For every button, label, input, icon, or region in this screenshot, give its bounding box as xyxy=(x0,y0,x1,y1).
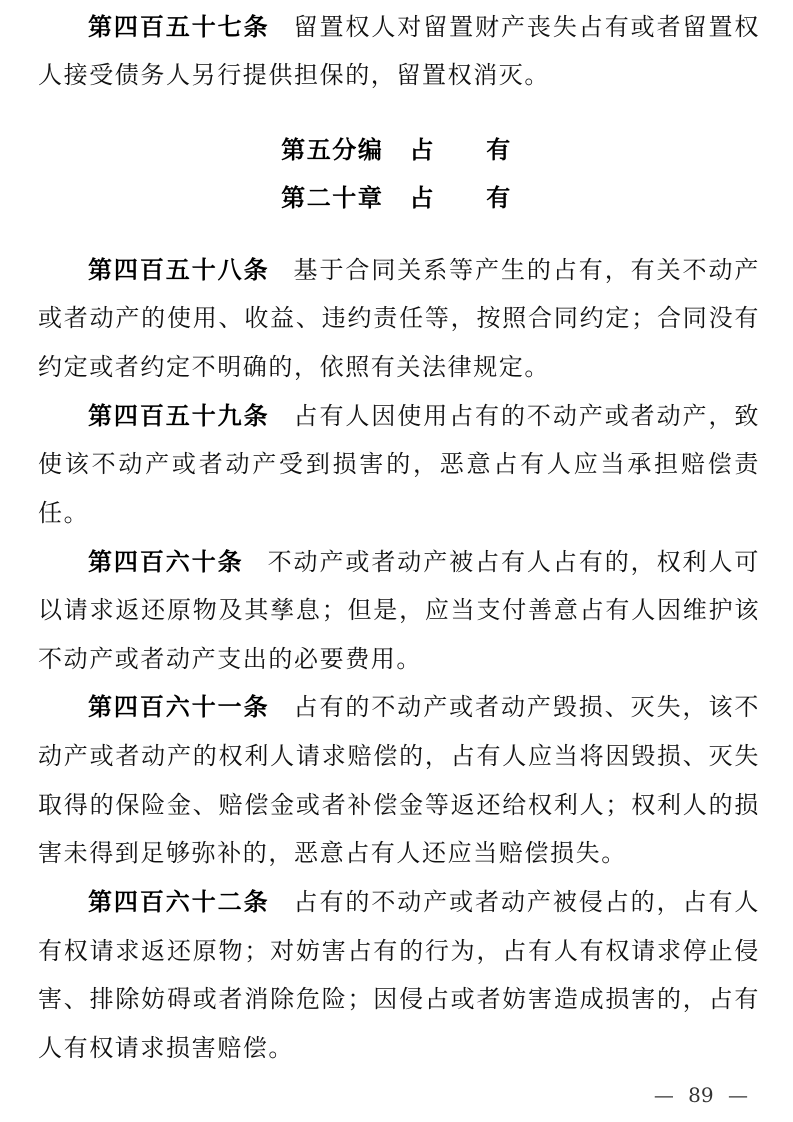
page-number: — 89 — xyxy=(653,1083,748,1107)
division-title: 占 有 xyxy=(409,136,512,164)
article-line xyxy=(38,246,760,295)
chapter-title: 占 有 xyxy=(409,184,512,212)
article-line: 不动产或者动产支出的必要费用。 xyxy=(38,644,422,673)
article-line: 有权请求返还原物；对妨害占有的行为，占有人有权请求停止侵 xyxy=(38,936,760,965)
article-text: 不动产或者动产被占有人占有的，权利人可 xyxy=(267,547,760,576)
article-text: 占有的不动产或者动产毁损、灭失，该不 xyxy=(293,693,760,722)
article-458 xyxy=(38,246,760,392)
article-line: 人有权请求损害赔偿。 xyxy=(38,1033,294,1062)
article-number: 第四百五十七条 xyxy=(88,13,270,41)
article-line xyxy=(38,3,760,51)
article-459 xyxy=(38,392,760,538)
article-457 xyxy=(38,3,760,99)
article-line: 害未得到足够弥补的，恶意占有人还应当赔偿损失。 xyxy=(38,839,627,868)
article-number: 第四百五十八条 xyxy=(88,255,270,284)
article-text: 留置权人对留置财产丧失占有或者留置权 xyxy=(293,13,760,41)
article-461 xyxy=(38,683,760,878)
chapter-label: 第二十章 xyxy=(281,184,384,212)
article-text: 占有的不动产或者动产被侵占的，占有人 xyxy=(293,888,760,917)
article-line xyxy=(38,392,760,441)
article-line: 使该不动产或者动产受到损害的，恶意占有人应当承担赔偿责 xyxy=(38,450,760,479)
article-number: 第四百六十一条 xyxy=(88,693,270,722)
article-line xyxy=(38,878,760,927)
article-line xyxy=(38,683,760,732)
articles-body xyxy=(38,246,760,1073)
article-line: 以请求返还原物及其孳息；但是，应当支付善意占有人因维护该 xyxy=(38,596,760,625)
division-heading xyxy=(0,126,793,174)
section-headings xyxy=(0,126,793,222)
article-number: 第四百五十九条 xyxy=(88,401,270,430)
article-462 xyxy=(38,878,760,1073)
article-line: 任。 xyxy=(38,498,90,527)
article-line xyxy=(38,538,760,587)
article-line: 动产或者动产的权利人请求赔偿的，占有人应当将因毁损、灭失 xyxy=(38,742,760,771)
article-460 xyxy=(38,538,760,684)
article-number: 第四百六十条 xyxy=(88,547,244,576)
chapter-heading xyxy=(0,174,793,222)
article-number: 第四百六十二条 xyxy=(88,888,270,917)
article-text: 基于合同关系等产生的占有，有关不动产 xyxy=(293,255,760,284)
division-label: 第五分编 xyxy=(281,136,384,164)
article-line: 害、排除妨碍或者消除危险；因侵占或者妨害造成损害的，占有 xyxy=(38,985,760,1014)
article-line: 人接受债务人另行提供担保的，留置权消灭。 xyxy=(38,61,550,89)
article-line: 或者动产的使用、收益、违约责任等，按照合同约定；合同没有 xyxy=(38,304,760,333)
article-text: 占有人因使用占有的不动产或者动产，致 xyxy=(293,401,760,430)
article-line: 约定或者约定不明确的，依照有关法律规定。 xyxy=(38,352,550,381)
article-line: 取得的保险金、赔偿金或者补偿金等返还给权利人；权利人的损 xyxy=(38,790,760,819)
